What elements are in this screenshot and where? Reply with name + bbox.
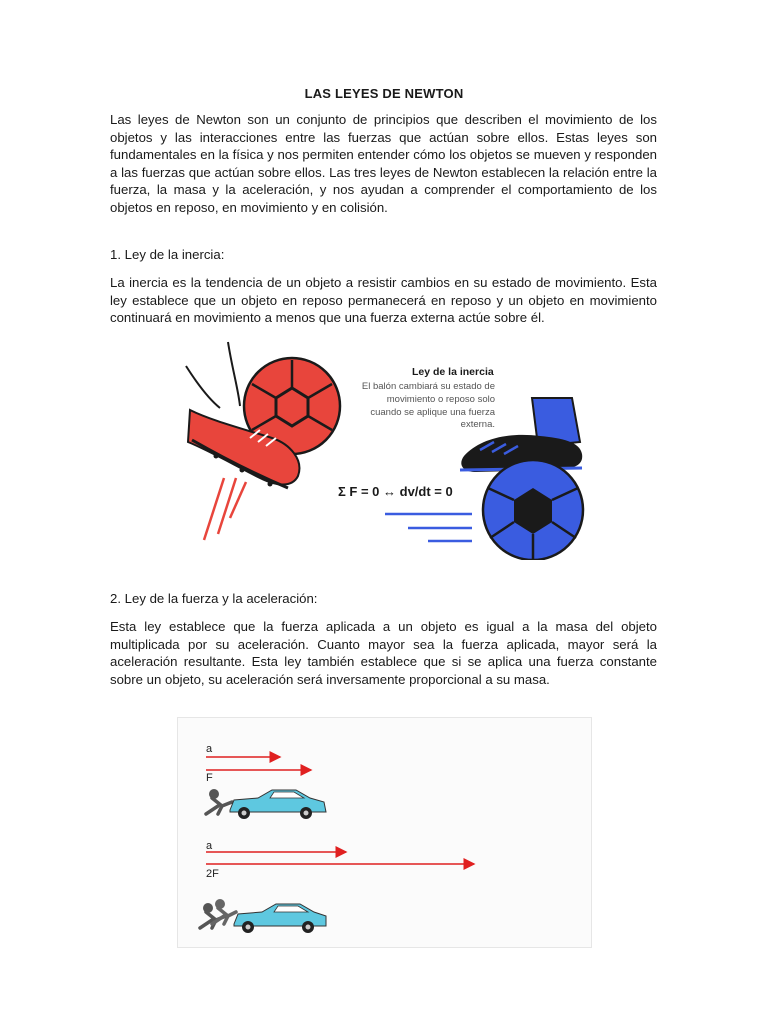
inertia-label-line4: externa. <box>460 419 495 430</box>
law2-heading: 2. Ley de la fuerza y la aceleración: <box>110 591 318 606</box>
inertia-label-line2: movimiento o reposo solo <box>386 394 495 405</box>
red-leg-line <box>228 342 240 406</box>
inertia-illustration <box>180 338 585 560</box>
car-icon <box>234 904 326 933</box>
pushing-person-icon <box>212 899 236 924</box>
inertia-label-line3: cuando se aplique una fuerza <box>370 407 495 418</box>
inertia-svg <box>180 338 585 560</box>
force-label-2: 2F <box>206 868 219 880</box>
pushing-person-icon <box>206 789 232 814</box>
force-acceleration-illustration <box>177 717 592 948</box>
force-label-1: F <box>206 772 213 784</box>
car-icon <box>230 790 326 819</box>
law1-heading: 1. Ley de la inercia: <box>110 247 225 262</box>
blue-ball-icon <box>483 460 583 560</box>
document-title: LAS LEYES DE NEWTON <box>304 86 464 101</box>
law1-paragraph: La inercia es la tendencia de un objeto a resistir cambios en su estado de movimiento. Esta ley establece que un objeto en reposo permanecerá en reposo y un objeto en movimiento continuará en movimiento a menos que una fuerza externa actúe sobre él. <box>110 275 657 325</box>
force-svg <box>178 718 591 947</box>
inertia-label-line1: El balón cambiará su estado de <box>361 381 495 392</box>
inertia-formula: Σ F = 0 ↔ dv/dt = 0 <box>338 484 453 499</box>
law2-paragraph: Esta ley establece que la fuerza aplicada a un objeto es igual a la masa del objeto multiplicada por su aceleración. Cuanto mayor sea la fuerza aplicada, mayor será la aceleración resultante. Esta ley también establece que si se aplica una fuerza constante sobre un objeto, su aceleración será inversamente proporcional a su masa. <box>110 619 657 687</box>
red-leg-line-back <box>186 366 220 408</box>
inertia-label-title: Ley de la inercia <box>412 366 494 378</box>
intro-paragraph: Las leyes de Newton son un conjunto de principios que describen el movimiento de los objetos y las interacciones entre las fuerzas que actúan sobre ellos. Estas leyes son fundamentales en la física y nos permiten entender cómo los objetos se mueven y responden a las fuerzas que actúan sobre ellos. Las tres leyes de Newton establecen la relación entre la fuerza, la masa y la aceleración, y nos ayudan a comprender el comportamiento de los objetos en reposo, en movimiento y en colisión. <box>110 112 657 215</box>
accel-label-2: a <box>206 840 213 852</box>
motion-line <box>204 478 224 540</box>
accel-label-1: a <box>206 743 213 755</box>
